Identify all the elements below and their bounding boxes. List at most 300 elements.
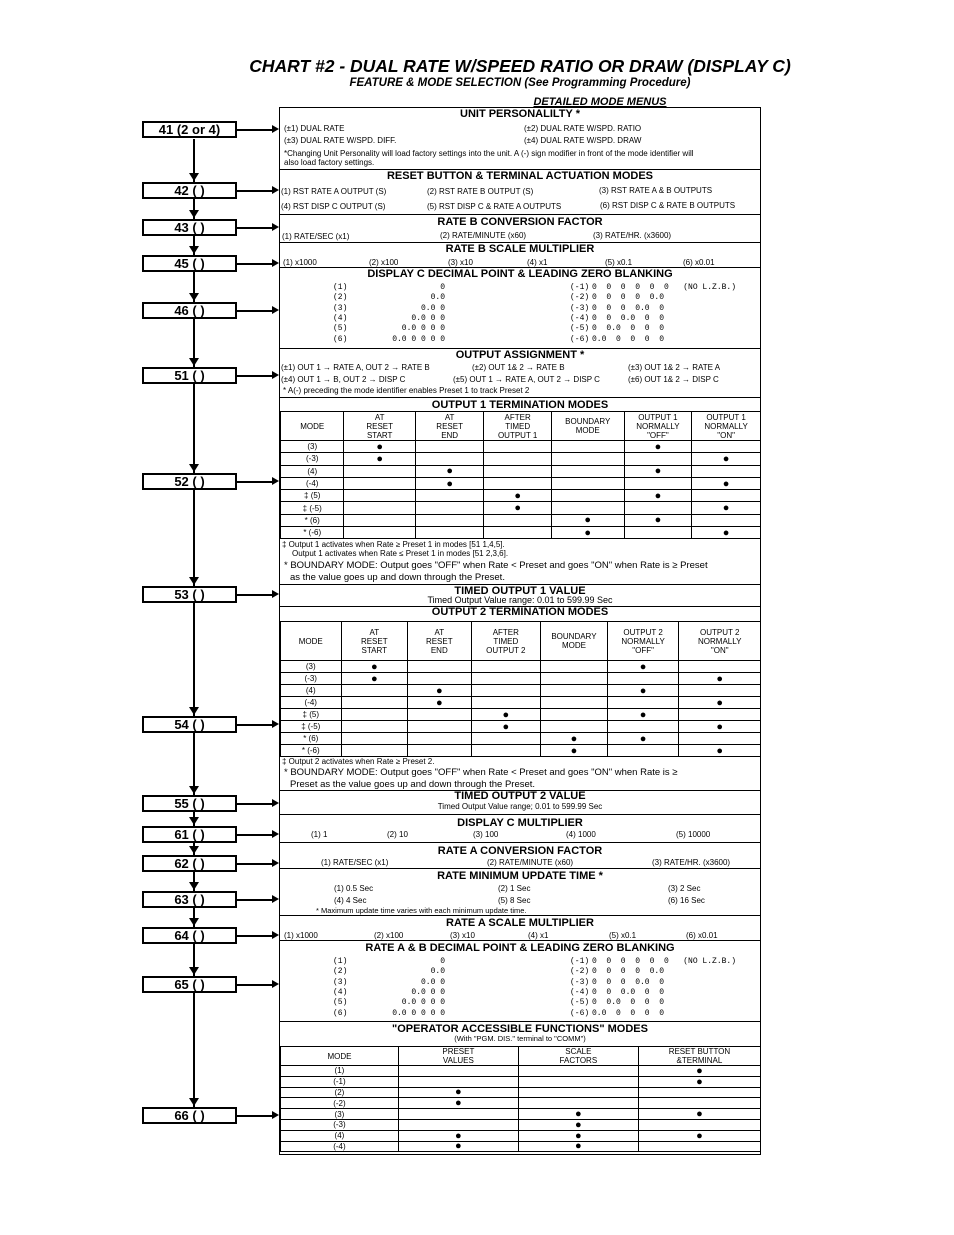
table-cell [341,721,407,733]
column-header: SCALE FACTORS [518,1047,638,1066]
detailed-heading: DETAILED MODE MENUS [533,96,667,108]
table-row [281,733,761,745]
column-header: AFTER TIMED OUTPUT 1 [484,412,552,441]
table-row [281,1119,761,1130]
table-cell [541,697,608,709]
dp-value: 0 0 0 0 0 0 (NO L.Z.B.) [592,957,737,966]
table-row [281,1076,761,1087]
table-cell [638,1119,760,1130]
unit-heading: UNIT PERSONALILTY * [460,108,580,120]
selected-dot: ● [607,661,679,673]
table-cell [408,709,472,721]
divider [279,868,761,869]
column-header: BOUNDARY MODE [541,622,608,661]
table-cell [624,527,692,539]
dcm-opt: (4) 1000 [566,830,596,839]
table-cell [471,685,541,697]
selected-dot: ● [398,1141,518,1152]
dp-value: (-4) [570,313,590,323]
mode-cell: (4) [281,465,344,477]
table-cell [541,673,608,685]
dp-value: 0.0 0 0 0 [401,324,445,334]
selected-dot: ● [624,514,692,526]
dp-value: (-5) [570,998,590,1008]
table-cell [408,733,472,745]
mode-code-box: 62 ( ) [142,855,237,872]
table-cell [518,1076,638,1087]
table-row [281,673,761,685]
dp-value: 0 0 0 0 0.0 [592,293,665,303]
table-row [281,477,761,489]
unit-opt: (±3) DUAL RATE W/SPD. DIFF. [284,136,397,145]
arrow-down-icon [189,293,199,301]
selected-dot: ● [692,453,761,465]
to1-range: Timed Output Value range: 0.01 to 599.99 Sec [427,595,613,605]
dp-value: (3) [333,303,348,313]
outassign-opt: (±4) OUT 1 → B, OUT 2 → DISP C [281,375,406,384]
table-row [281,1109,761,1120]
mode-cell: (4) [281,1130,399,1141]
table-row [281,1087,761,1098]
dcm-heading: DISPLAY C MULTIPLIER [457,817,583,829]
table-cell [541,685,608,697]
selected-dot: ● [638,1066,760,1077]
rascale-opt: (6) x0.01 [686,931,718,940]
reset-opt: (5) RST DISP C & RATE A OUTPUTS [427,202,562,211]
table-cell [607,673,679,685]
dp-value: 0.0 0 [420,977,445,987]
selected-dot: ● [471,721,541,733]
selected-dot: ● [398,1098,518,1109]
selected-dot: ● [408,697,472,709]
mode-code-box: 54 ( ) [142,716,237,733]
selected-dot: ● [408,685,472,697]
raconv-opt: (1) RATE/SEC (x1) [321,858,389,867]
table-cell [408,661,472,673]
divider [279,915,761,916]
dp-value: (-5) [570,324,590,334]
mode-code-box: 63 ( ) [142,891,237,908]
selected-dot: ● [551,514,624,526]
table-row [281,1098,761,1109]
table-cell [341,685,407,697]
selected-dot: ● [624,441,692,453]
selected-dot: ● [518,1119,638,1130]
selected-dot: ● [341,661,407,673]
mode-code-box: 64 ( ) [142,927,237,944]
oaf-table [280,1046,761,1152]
arrow-right-icon [237,834,273,836]
o2-note: Preset as the value goes up and down through the Preset. [290,779,536,790]
mode-cell: (3) [281,661,342,673]
mode-cell: (3) [281,1109,399,1120]
dp-value: (4) [333,987,348,997]
rbconv-heading: RATE B CONVERSION FACTOR [437,216,603,228]
mode-code-box: 66 ( ) [142,1107,237,1124]
rascale-opt: (1) x1000 [284,931,318,940]
table-row [281,1130,761,1141]
mode-cell: (-3) [281,673,342,685]
o2-note: * BOUNDARY MODE: Output goes "OFF" when Rate < Preset and goes "ON" when Rate is ≥ [284,767,678,778]
table-cell [692,441,761,453]
o2-table [280,621,761,757]
dp-value: 0.0 0 0 [411,313,445,323]
table-cell [607,721,679,733]
rascale-opt: (2) x100 [374,931,404,940]
rbscale-opt: (5) x0.1 [605,258,633,267]
rmut-note: * Maximum update time varies with each minimum update time. [316,906,527,915]
table-cell [551,477,624,489]
mode-code-box: 51 ( ) [142,367,237,384]
to2-heading: TIMED OUTPUT 2 VALUE [454,790,586,802]
mode-cell: (4) [281,685,342,697]
divider [279,214,761,215]
unit-opt: (±2) DUAL RATE W/SPD. RATIO [524,124,642,133]
dp-value: 0.0 [430,967,445,977]
table-cell [341,709,407,721]
reset-opt: (4) RST DISP C OUTPUT (S) [281,202,386,211]
arrow-down-icon [189,967,199,975]
arrow-right-icon [237,863,273,865]
mode-cell: (2) [281,1087,399,1098]
table-cell [484,477,552,489]
table-row [281,745,761,757]
rmut-opt: (4) 4 Sec [334,896,367,905]
selected-dot: ● [415,465,483,477]
table-cell [551,465,624,477]
rmut-opt: (3) 2 Sec [668,884,701,893]
selected-dot: ● [518,1130,638,1141]
table-cell [624,502,692,514]
mode-code-box: 42 ( ) [142,182,237,199]
selected-dot: ● [551,527,624,539]
mode-code-box: 52 ( ) [142,473,237,490]
column-header: MODE [281,1047,399,1066]
table-row [281,453,761,465]
rascale-opt: (3) x10 [450,931,475,940]
table-cell [607,697,679,709]
dp-value: (6) [333,334,348,344]
column-header: OUTPUT 2 NORMALLY "OFF" [607,622,679,661]
dp-value: 0 0 0 0.0 0 [592,977,665,987]
dp-value: (4) [333,313,348,323]
o1-table [280,411,761,539]
raconv-opt: (2) RATE/MINUTE (x60) [487,858,574,867]
table-cell [624,477,692,489]
column-header: OUTPUT 2 NORMALLY "ON" [679,622,761,661]
table-row [281,514,761,526]
column-header: PRESET VALUES [398,1047,518,1066]
table-cell [471,697,541,709]
table-row [281,1066,761,1077]
table-cell [679,709,761,721]
table-cell [415,490,483,502]
table-row [281,465,761,477]
table-row [281,721,761,733]
table-cell [341,733,407,745]
selected-dot: ● [679,673,761,685]
dcm-opt: (5) 10000 [676,830,711,839]
table-cell [551,441,624,453]
oaf-heading: "OPERATOR ACCESSIBLE FUNCTIONS" MODES [392,1023,648,1035]
divider [279,1021,761,1022]
arrow-right-icon [237,263,273,265]
rbscale-heading: RATE B SCALE MULTIPLIER [445,243,595,255]
page-title: CHART #2 - DUAL RATE W/SPEED RATIO OR DRAW (DISPLAY C) [249,56,791,76]
arrow-right-icon [237,803,273,805]
selected-dot: ● [518,1141,638,1152]
dp-value: 0 0.0 0 0 0 [592,998,665,1008]
rmut-opt: (1) 0.5 Sec [334,884,374,893]
table-cell [398,1076,518,1087]
selected-dot: ● [607,733,679,745]
arrow-right-icon [237,984,273,986]
table-cell [692,465,761,477]
arrow-right-icon [237,899,273,901]
arrow-right-icon [237,1115,273,1117]
mode-cell: (1) [281,1066,399,1077]
rbscale-opt: (6) x0.01 [683,258,715,267]
table-cell [638,1098,760,1109]
mode-cell: * (6) [281,733,342,745]
table-cell [415,514,483,526]
divider [279,940,761,941]
selected-dot: ● [518,1109,638,1120]
dcm-opt: (3) 100 [473,830,499,839]
o2-note: ‡ Output 2 activates when Rate ≥ Preset 2. [282,757,435,766]
column-header: OUTPUT 1 NORMALLY "OFF" [624,412,692,441]
mode-code-box: 53 ( ) [142,586,237,603]
arrow-right-icon [237,310,273,312]
rbscale-opt: (4) x1 [527,258,548,267]
dp-value: 0.0 0 0 [411,987,445,997]
dp-value: 0.0 0 [420,303,445,313]
mode-cell: ‡ (-5) [281,502,344,514]
o1-note: as the value goes up and down through the Preset. [290,572,505,583]
column-header: AT RESET END [408,622,472,661]
arrow-right-icon [237,935,273,937]
dp-value: 0 0 0 0 0 0 (NO L.Z.B.) [592,283,737,292]
dp-value: 0 0 0.0 0 0 [592,313,665,323]
mode-code-box: 65 ( ) [142,976,237,993]
table-cell [679,661,761,673]
dp-value: (-2) [570,293,590,303]
selected-dot: ● [679,721,761,733]
mode-code-box: 43 ( ) [142,219,237,236]
table-cell [484,453,552,465]
reset-heading: RESET BUTTON & TERMINAL ACTUATION MODES [386,170,654,182]
dp-value: (1) [333,283,348,292]
table-cell [471,745,541,757]
column-header: BOUNDARY MODE [551,412,624,441]
dp-value: 0 0 0 0 0.0 [592,967,665,977]
selected-dot: ● [484,490,552,502]
unit-opt: (±1) DUAL RATE [284,124,345,133]
selected-dot: ● [679,745,761,757]
table-cell [408,721,472,733]
o1-note: * BOUNDARY MODE: Output goes "OFF" when Rate < Preset and goes "ON" when Rate is ≥ Preset [284,560,708,571]
selected-dot: ● [607,685,679,697]
mode-cell: * (6) [281,514,344,526]
selected-dot: ● [638,1109,760,1120]
selected-dot: ● [692,527,761,539]
mode-cell: ‡ (-5) [281,721,342,733]
arrow-right-icon [237,481,273,483]
o2-heading: OUTPUT 2 TERMINATION MODES [431,606,609,618]
table-row [281,709,761,721]
table-cell [398,1109,518,1120]
table-row [281,502,761,514]
arrow-right-icon [237,594,273,596]
mode-cell: (-3) [281,1119,399,1130]
selected-dot: ● [679,697,761,709]
arrow-down-icon [189,846,199,854]
arrow-right-icon [237,375,273,377]
dp-value: (-6) [570,334,590,344]
dp-value: 0.0 0 0 0 0 [392,1008,445,1018]
table-cell [551,490,624,502]
rascale-opt: (4) x1 [528,931,549,940]
table-cell [344,502,415,514]
column-header: MODE [281,622,342,661]
arrow-down-icon [189,918,199,926]
dp-value: (-1) [570,283,590,292]
selected-dot: ● [638,1130,760,1141]
divider [279,814,761,815]
table-cell [398,1119,518,1130]
table-row [281,685,761,697]
dp-value: 0.0 0 0 0 0 [592,334,665,344]
table-cell [415,453,483,465]
column-header: AT RESET START [341,622,407,661]
arrow-down-icon [189,786,199,794]
arrow-down-icon [189,358,199,366]
table-cell [638,1141,760,1152]
selected-dot: ● [341,673,407,685]
selected-dot: ● [471,709,541,721]
mode-cell: (-1) [281,1076,399,1087]
column-header: AFTER TIMED OUTPUT 2 [471,622,541,661]
arrow-down-icon [189,1098,199,1106]
table-cell [344,527,415,539]
column-header: OUTPUT 1 NORMALLY "ON" [692,412,761,441]
table-cell [344,490,415,502]
rascale-opt: (5) x0.1 [609,931,637,940]
dp-value: 0 0 0 0.0 0 [592,303,665,313]
column-header: RESET BUTTON &TERMINAL [638,1047,760,1066]
mode-code-box: 46 ( ) [142,302,237,319]
dp-value: 0 [440,283,445,292]
rbscale-opt: (1) x1000 [283,258,317,267]
outassign-heading: OUTPUT ASSIGNMENT * [455,349,585,361]
table-cell [679,685,761,697]
mode-cell: (-4) [281,1141,399,1152]
table-row [281,697,761,709]
table-cell [679,733,761,745]
arrow-down-icon [189,577,199,585]
column-header: MODE [281,412,344,441]
rmut-opt: (2) 1 Sec [498,884,531,893]
dp-value: 0 0 0.0 0 0 [592,987,665,997]
unit-note: also load factory settings. [284,158,375,167]
arrow-down-icon [189,173,199,181]
table-cell [551,453,624,465]
dp-value: (2) [333,967,348,977]
arrow-down-icon [189,246,199,254]
selected-dot: ● [415,477,483,489]
dp-value: 0.0 0 0 0 0 [392,334,445,344]
o1-heading: OUTPUT 1 TERMINATION MODES [431,399,609,411]
table-cell [415,527,483,539]
unit-opt: (±4) DUAL RATE W/SPD. DRAW [524,136,642,145]
table-cell [341,697,407,709]
selected-dot: ● [484,502,552,514]
rbscale-opt: (3) x10 [448,258,473,267]
rbconv-opt: (1) RATE/SEC (x1) [282,232,350,241]
dp-value: 0 [440,957,445,966]
selected-dot: ● [692,502,761,514]
table-cell [541,709,608,721]
unit-note: *Changing Unit Personality will load factory settings into the unit. A (-) sign modifier in front of the mode identifier will [284,149,694,158]
o1-note: ‡ Output 1 activates when Rate ≥ Preset 1 in modes [51 1,4,5]. [282,540,505,549]
table-cell [408,673,472,685]
arrow-down-icon [189,882,199,890]
dp-value: (5) [333,998,348,1008]
table-row [281,1141,761,1152]
table-cell [541,721,608,733]
mode-cell: (-2) [281,1098,399,1109]
table-cell [692,514,761,526]
table-cell [471,673,541,685]
mode-cell: * (-6) [281,527,344,539]
reset-opt: (2) RST RATE B OUTPUT (S) [427,187,534,196]
dp-value: (-1) [570,957,590,966]
selected-dot: ● [541,745,608,757]
dcdp-heading: DISPLAY C DECIMAL POINT & LEADING ZERO BLANKING [367,268,673,280]
rabdp-heading: RATE A & B DECIMAL POINT & LEADING ZERO BLANKING [365,942,675,954]
dp-value: (5) [333,324,348,334]
arrow-right-icon [237,190,273,192]
selected-dot: ● [398,1087,518,1098]
selected-dot: ● [624,490,692,502]
mode-cell: ‡ (5) [281,709,342,721]
oaf-sub: (With "PGM. DIS." terminal to "COMM") [454,1034,586,1043]
outassign-opt: (±3) OUT 1& 2 → RATE A [628,363,721,372]
selected-dot: ● [638,1076,760,1087]
arrow-down-icon [189,707,199,715]
table-cell [518,1087,638,1098]
table-row [281,490,761,502]
table-cell [471,733,541,745]
selected-dot: ● [692,477,761,489]
table-cell [408,745,472,757]
divider [279,842,761,843]
divider [279,397,761,398]
table-cell [551,502,624,514]
table-cell [518,1098,638,1109]
mode-code-box: 61 ( ) [142,826,237,843]
dp-value: 0.0 0 0 0 [401,998,445,1008]
table-cell [638,1087,760,1098]
mode-cell: (-3) [281,453,344,465]
mode-cell: * (-6) [281,745,342,757]
mode-code-box: 55 ( ) [142,795,237,812]
dp-value: (-2) [570,967,590,977]
mode-cell: (-4) [281,697,342,709]
table-cell [624,453,692,465]
table-row [281,661,761,673]
selected-dot: ● [398,1130,518,1141]
